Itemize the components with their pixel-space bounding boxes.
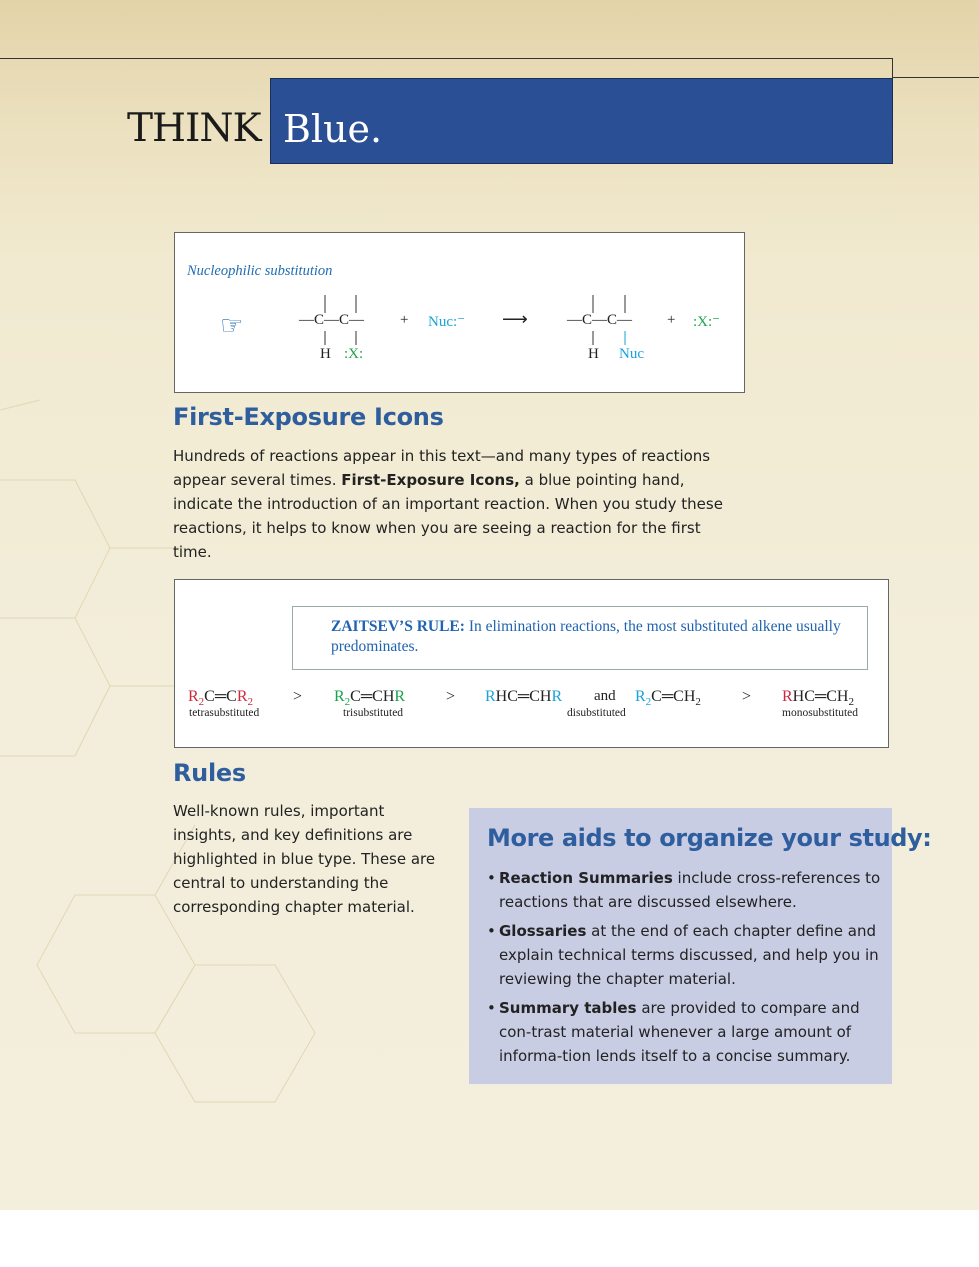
gt-2: > [446, 688, 456, 705]
study-aids-box [469, 808, 932, 1084]
label-trisubstituted: trisubstituted [343, 707, 404, 719]
product-nuc: Nuc [619, 346, 644, 362]
reactant-h: H [320, 346, 331, 362]
leaving-group: :X:⁻ [693, 314, 721, 330]
first-exposure-text-1: Hundreds of reactions appear in this text—and many types of reactions appear several times. [173, 447, 711, 489]
think-title: THINK [127, 106, 261, 151]
disubstituted-alkene-2: $R_2C═CH_2$ [635, 688, 701, 709]
list-item [487, 996, 882, 1068]
nucleophilic-substitution-box [174, 232, 745, 393]
nucleophile: Nuc:⁻ [428, 314, 466, 330]
aid-description: include cross-references to reactions that are discussed elsewhere. [499, 869, 881, 911]
trisubstituted-alkene: $R_2C═CHR$ [334, 688, 406, 709]
rule-body: In elimination reactions, the most substituted alkene usually predominates. [331, 618, 841, 655]
rules-heading: Rules [173, 759, 246, 787]
gt-1: > [293, 688, 303, 705]
blue-title: Blue. [283, 107, 383, 151]
rule-callout [292, 606, 868, 670]
study-aids-list [487, 866, 882, 1073]
blue-banner [270, 78, 893, 164]
label-disubstituted: disubstituted [567, 707, 626, 719]
study-aids-title: More aids to organize your study: [487, 824, 932, 852]
product-h: H [588, 346, 599, 362]
plus-sign-2: + [667, 312, 676, 328]
first-exposure-heading: First-Exposure Icons [173, 403, 444, 431]
aid-description: at the end of each chapter define and explain technical terms discussed, and help you in reviewing the chapter material. [499, 922, 879, 988]
monosubstituted-alkene: $RHC═CH_2$ [782, 688, 854, 709]
header-rule [0, 58, 893, 59]
header-rule-right [893, 77, 979, 78]
list-item [487, 919, 882, 991]
zaitsev-rule-text [331, 617, 861, 657]
reaction-title: Nucleophilic substitution [187, 263, 333, 279]
gt-3: > [742, 688, 752, 705]
product-chain: —C—C— [567, 312, 633, 328]
and-word: and [594, 688, 616, 704]
pointing-hand-icon: ☞ [220, 311, 244, 341]
first-exposure-text-bold: First-Exposure Icons, [341, 471, 520, 489]
tetrasubstituted-alkene: $R_2C═CR_2$ [188, 688, 254, 709]
first-exposure-text-2: a blue pointing hand, indicate the introduction of an important reaction. When you study these reactions, it helps to know when you are seeing a reaction for the first time. [173, 471, 723, 561]
disubstituted-alkene-1: RHC═CHR [485, 688, 563, 705]
rule-name: ZAITSEV’S RULE: [331, 618, 465, 635]
aid-name: Summary tables [499, 999, 637, 1017]
reactant-leaving-group: :X: [344, 346, 364, 362]
reactant-chain: —C—C— [299, 312, 365, 328]
label-tetrasubstituted: tetrasubstituted [189, 707, 260, 719]
reaction-arrow: ⟶ [502, 309, 528, 329]
zaitsev-rule-box [174, 579, 889, 748]
rules-text: Well-known rules, important insights, and key definitions are highlighted in blue type. These are central to understanding the corresponding chapter material. [173, 802, 436, 916]
plus-sign: + [400, 312, 409, 328]
label-monosubstituted: monosubstituted [782, 707, 859, 719]
list-item [487, 866, 882, 914]
aid-name: Reaction Summaries [499, 869, 673, 887]
aid-description: are provided to compare and con-trast material whenever a large amount of informa-tion lends itself to a concise summary. [499, 999, 860, 1065]
header-rule-corner [892, 58, 893, 78]
first-exposure-text [173, 444, 733, 564]
aid-name: Glossaries [499, 922, 587, 940]
